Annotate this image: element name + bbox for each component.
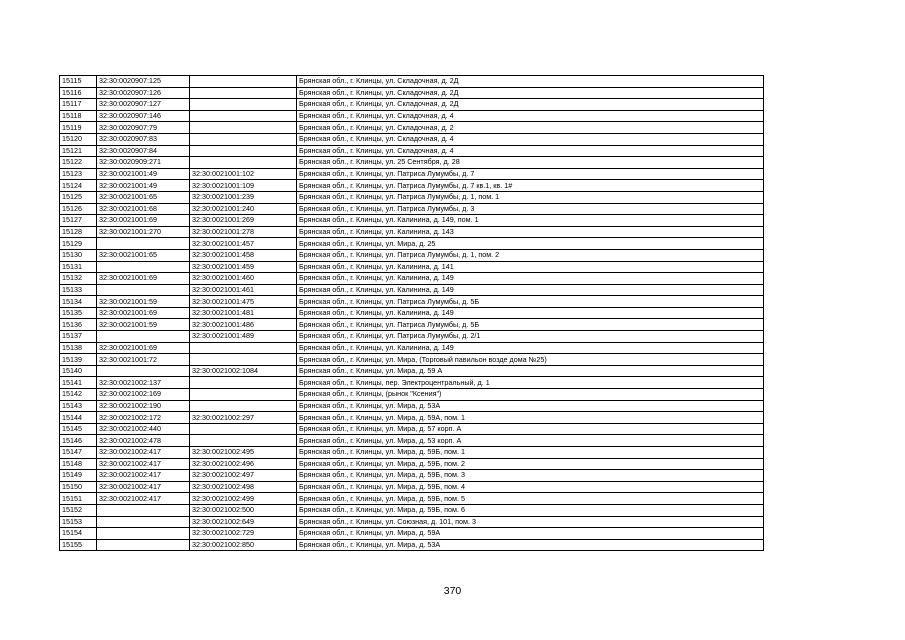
row-number-cell: 15146: [60, 435, 97, 447]
address-cell: Брянская обл., г. Клинцы, ул. Складочная, д. 2Д: [297, 76, 764, 88]
address-cell: Брянская обл., г. Клинцы, пер. Электроцентральный, д. 1: [297, 377, 764, 389]
table-row: [60, 516, 764, 528]
address-cell: Брянская обл., г. Клинцы, ул. Калинина, д. 143: [297, 226, 764, 238]
object-cadastral-number-cell: [190, 133, 297, 145]
cadastral-number-cell: 32:30:0021002:417: [97, 447, 190, 459]
address-cell: Брянская обл., г. Клинцы, ул. Патриса Лумумбы, д. 7 кв.1, кв. 1#: [297, 180, 764, 192]
row-number-cell: 15132: [60, 273, 97, 285]
address-cell: Брянская обл., г. Клинцы, ул. Мира, д. 59Б, пом. 4: [297, 481, 764, 493]
cadastral-number-cell: 32:30:0021001:72: [97, 354, 190, 366]
object-cadastral-number-cell: 32:30:0021001:278: [190, 226, 297, 238]
object-cadastral-number-cell: [190, 354, 297, 366]
cadastral-number-cell: [97, 284, 190, 296]
row-number-cell: 15136: [60, 319, 97, 331]
cadastral-number-cell: [97, 516, 190, 528]
table-row: [60, 493, 764, 505]
object-cadastral-number-cell: 32:30:0021002:729: [190, 528, 297, 540]
row-number-cell: 15116: [60, 87, 97, 99]
cadastral-number-cell: 32:30:0021002:440: [97, 423, 190, 435]
address-cell: Брянская обл., г. Клинцы, ул. Мира, д. 59А: [297, 528, 764, 540]
table-row: [60, 249, 764, 261]
row-number-cell: 15134: [60, 296, 97, 308]
cadastral-number-cell: [97, 365, 190, 377]
object-cadastral-number-cell: 32:30:0021002:297: [190, 412, 297, 424]
object-cadastral-number-cell: 32:30:0021001:461: [190, 284, 297, 296]
row-number-cell: 15121: [60, 145, 97, 157]
object-cadastral-number-cell: 32:30:0021001:239: [190, 191, 297, 203]
row-number-cell: 15152: [60, 504, 97, 516]
address-cell: Брянская обл., г. Клинцы, ул. Мира, д. 59Б, пом. 3: [297, 470, 764, 482]
table-row: [60, 203, 764, 215]
row-number-cell: 15123: [60, 168, 97, 180]
row-number-cell: 15154: [60, 528, 97, 540]
object-cadastral-number-cell: 32:30:0021001:486: [190, 319, 297, 331]
object-cadastral-number-cell: 32:30:0021001:489: [190, 331, 297, 343]
address-cell: Брянская обл., г. Клинцы, ул. Союзная, д. 101, пом. 3: [297, 516, 764, 528]
object-cadastral-number-cell: [190, 99, 297, 111]
cadastral-number-cell: 32:30:0020907:146: [97, 110, 190, 122]
cadastral-number-cell: 32:30:0021001:69: [97, 273, 190, 285]
table-row: [60, 307, 764, 319]
registry-table: [59, 75, 764, 551]
object-cadastral-number-cell: 32:30:0021001:481: [190, 307, 297, 319]
table-row: [60, 447, 764, 459]
cadastral-number-cell: 32:30:0021001:49: [97, 180, 190, 192]
address-cell: Брянская обл., г. Клинцы, ул. Мира, д. 59Б, пом. 2: [297, 458, 764, 470]
table-row: [60, 319, 764, 331]
cadastral-number-cell: 32:30:0021002:417: [97, 493, 190, 505]
object-cadastral-number-cell: 32:30:0021002:649: [190, 516, 297, 528]
address-cell: Брянская обл., г. Клинцы, ул. Калинина, д. 149: [297, 342, 764, 354]
cadastral-number-cell: [97, 504, 190, 516]
address-cell: Брянская обл., г. Клинцы, ул. Складочная, д. 2: [297, 122, 764, 134]
address-cell: Брянская обл., г. Клинцы, ул. 25 Сентября, д. 28: [297, 157, 764, 169]
table-row: [60, 481, 764, 493]
table-row: [60, 238, 764, 250]
cadastral-number-cell: [97, 528, 190, 540]
object-cadastral-number-cell: 32:30:0021002:495: [190, 447, 297, 459]
object-cadastral-number-cell: 32:30:0021002:850: [190, 539, 297, 551]
table-row: [60, 76, 764, 88]
object-cadastral-number-cell: 32:30:0021001:240: [190, 203, 297, 215]
object-cadastral-number-cell: 32:30:0021001:475: [190, 296, 297, 308]
table-row: [60, 122, 764, 134]
row-number-cell: 15144: [60, 412, 97, 424]
table-row: [60, 354, 764, 366]
address-cell: Брянская обл., г. Клинцы, ул. Патриса Лумумбы, д. 1, пом. 1: [297, 191, 764, 203]
table-row: [60, 296, 764, 308]
table-row: [60, 412, 764, 424]
object-cadastral-number-cell: 32:30:0021002:1084: [190, 365, 297, 377]
table-row: [60, 423, 764, 435]
table-row: [60, 180, 764, 192]
address-cell: Брянская обл., г. Клинцы, ул. Калинина, д. 149: [297, 307, 764, 319]
cadastral-number-cell: 32:30:0021001:59: [97, 319, 190, 331]
object-cadastral-number-cell: 32:30:0021001:109: [190, 180, 297, 192]
cadastral-number-cell: 32:30:0020907:126: [97, 87, 190, 99]
object-cadastral-number-cell: [190, 76, 297, 88]
row-number-cell: 15141: [60, 377, 97, 389]
table-row: [60, 435, 764, 447]
object-cadastral-number-cell: 32:30:0021002:498: [190, 481, 297, 493]
address-cell: Брянская обл., г. Клинцы, ул. Мира, д. 53А: [297, 400, 764, 412]
table-row: [60, 87, 764, 99]
cadastral-number-cell: 32:30:0021001:49: [97, 168, 190, 180]
cadastral-number-cell: 32:30:0020907:84: [97, 145, 190, 157]
cadastral-number-cell: 32:30:0021002:417: [97, 470, 190, 482]
address-cell: Брянская обл., г. Клинцы, ул. Калинина, д. 141: [297, 261, 764, 273]
object-cadastral-number-cell: [190, 389, 297, 401]
table-row: [60, 226, 764, 238]
cadastral-number-cell: 32:30:0021002:417: [97, 481, 190, 493]
address-cell: Брянская обл., г. Клинцы, ул. Патриса Лумумбы, д. 3: [297, 203, 764, 215]
row-number-cell: 15125: [60, 191, 97, 203]
table-row: [60, 110, 764, 122]
address-cell: Брянская обл., г. Клинцы, ул. Мира, (Торговый павильон возде дома №25): [297, 354, 764, 366]
row-number-cell: 15115: [60, 76, 97, 88]
table-row: [60, 377, 764, 389]
table-row: [60, 504, 764, 516]
table-row: [60, 284, 764, 296]
row-number-cell: 15120: [60, 133, 97, 145]
page-number: 370: [443, 585, 462, 597]
row-number-cell: 15124: [60, 180, 97, 192]
address-cell: Брянская обл., г. Клинцы, ул. Мира, д. 57 корп. А: [297, 423, 764, 435]
cadastral-number-cell: 32:30:0021001:59: [97, 296, 190, 308]
row-number-cell: 15122: [60, 157, 97, 169]
cadastral-number-cell: 32:30:0021002:190: [97, 400, 190, 412]
object-cadastral-number-cell: 32:30:0021001:460: [190, 273, 297, 285]
table-row: [60, 168, 764, 180]
row-number-cell: 15126: [60, 203, 97, 215]
row-number-cell: 15118: [60, 110, 97, 122]
row-number-cell: 15155: [60, 539, 97, 551]
table-row: [60, 215, 764, 227]
object-cadastral-number-cell: [190, 423, 297, 435]
cadastral-number-cell: 32:30:0021002:172: [97, 412, 190, 424]
row-number-cell: 15117: [60, 99, 97, 111]
object-cadastral-number-cell: 32:30:0021002:499: [190, 493, 297, 505]
cadastral-number-cell: [97, 539, 190, 551]
object-cadastral-number-cell: [190, 145, 297, 157]
object-cadastral-number-cell: [190, 157, 297, 169]
object-cadastral-number-cell: [190, 377, 297, 389]
table-row: [60, 191, 764, 203]
table-row: [60, 157, 764, 169]
object-cadastral-number-cell: 32:30:0021001:269: [190, 215, 297, 227]
table-row: [60, 528, 764, 540]
cadastral-number-cell: [97, 238, 190, 250]
cadastral-number-cell: 32:30:0020909:271: [97, 157, 190, 169]
address-cell: Брянская обл., г. Клинцы, ул. Мира, д. 59 А: [297, 365, 764, 377]
object-cadastral-number-cell: 32:30:0021001:458: [190, 249, 297, 261]
object-cadastral-number-cell: [190, 122, 297, 134]
object-cadastral-number-cell: 32:30:0021002:496: [190, 458, 297, 470]
cadastral-number-cell: 32:30:0020907:127: [97, 99, 190, 111]
row-number-cell: 15142: [60, 389, 97, 401]
cadastral-number-cell: 32:30:0021001:69: [97, 307, 190, 319]
address-cell: Брянская обл., г. Клинцы, ул. Складочная, д. 2Д: [297, 87, 764, 99]
row-number-cell: 15143: [60, 400, 97, 412]
cadastral-number-cell: 32:30:0020907:83: [97, 133, 190, 145]
table-row: [60, 539, 764, 551]
cadastral-number-cell: 32:30:0020907:79: [97, 122, 190, 134]
row-number-cell: 15150: [60, 481, 97, 493]
table-row: [60, 400, 764, 412]
cadastral-number-cell: 32:30:0020907:125: [97, 76, 190, 88]
address-cell: Брянская обл., г. Клинцы, ул. Калинина, д. 149: [297, 284, 764, 296]
address-cell: Брянская обл., г. Клинцы, ул. Патриса Лумумбы, д. 7: [297, 168, 764, 180]
object-cadastral-number-cell: [190, 435, 297, 447]
address-cell: Брянская обл., г. Клинцы, ул. Складочная, д. 2Д: [297, 99, 764, 111]
object-cadastral-number-cell: [190, 87, 297, 99]
object-cadastral-number-cell: 32:30:0021001:459: [190, 261, 297, 273]
cadastral-number-cell: [97, 261, 190, 273]
address-cell: Брянская обл., г. Клинцы, ул. Патриса Лумумбы, д. 2/1: [297, 331, 764, 343]
cadastral-number-cell: 32:30:0021001:65: [97, 191, 190, 203]
address-cell: Брянская обл., г. Клинцы, ул. Мира, д. 59Б, пом. 5: [297, 493, 764, 505]
row-number-cell: 15133: [60, 284, 97, 296]
address-cell: Брянская обл., г. Клинцы, ул. Патриса Лумумбы, д. 1, пом. 2: [297, 249, 764, 261]
cadastral-number-cell: 32:30:0021002:417: [97, 458, 190, 470]
address-cell: Брянская обл., г. Клинцы, ул. Мира, д. 53 корп. А: [297, 435, 764, 447]
row-number-cell: 15128: [60, 226, 97, 238]
address-cell: Брянская обл., г. Клинцы, ул. Мира, д. 59Б, пом. 6: [297, 504, 764, 516]
address-cell: Брянская обл., г. Клинцы, ул. Калинина, д. 149, пом. 1: [297, 215, 764, 227]
row-number-cell: 15130: [60, 249, 97, 261]
row-number-cell: 15131: [60, 261, 97, 273]
cadastral-number-cell: [97, 331, 190, 343]
cadastral-number-cell: 32:30:0021001:68: [97, 203, 190, 215]
object-cadastral-number-cell: [190, 342, 297, 354]
cadastral-number-cell: 32:30:0021002:478: [97, 435, 190, 447]
table-row: [60, 99, 764, 111]
cadastral-number-cell: 32:30:0021001:65: [97, 249, 190, 261]
row-number-cell: 15135: [60, 307, 97, 319]
address-cell: Брянская обл., г. Клинцы, ул. Патриса Лумумбы, д. 5Б: [297, 296, 764, 308]
object-cadastral-number-cell: 32:30:0021001:457: [190, 238, 297, 250]
row-number-cell: 15137: [60, 331, 97, 343]
row-number-cell: 15119: [60, 122, 97, 134]
row-number-cell: 15153: [60, 516, 97, 528]
address-cell: Брянская обл., г. Клинцы, ул. Мира, д. 59Б, пом. 1: [297, 447, 764, 459]
cadastral-number-cell: 32:30:0021001:270: [97, 226, 190, 238]
cadastral-number-cell: 32:30:0021002:137: [97, 377, 190, 389]
table-row: [60, 331, 764, 343]
row-number-cell: 15127: [60, 215, 97, 227]
row-number-cell: 15151: [60, 493, 97, 505]
row-number-cell: 15140: [60, 365, 97, 377]
address-cell: Брянская обл., г. Клинцы, ул. Складочная, д. 4: [297, 145, 764, 157]
row-number-cell: 15149: [60, 470, 97, 482]
table-row: [60, 261, 764, 273]
table-row: [60, 342, 764, 354]
address-cell: Брянская обл., г. Клинцы, ул. Складочная, д. 4: [297, 110, 764, 122]
address-cell: Брянская обл., г. Клинцы, ул. Складочная, д. 4: [297, 133, 764, 145]
address-cell: Брянская обл., г. Клинцы, ул. Мира, д. 59А, пом. 1: [297, 412, 764, 424]
object-cadastral-number-cell: 32:30:0021002:497: [190, 470, 297, 482]
object-cadastral-number-cell: 32:30:0021002:500: [190, 504, 297, 516]
object-cadastral-number-cell: [190, 400, 297, 412]
cadastral-number-cell: 32:30:0021001:69: [97, 342, 190, 354]
row-number-cell: 15145: [60, 423, 97, 435]
table-row: [60, 389, 764, 401]
cadastral-number-cell: 32:30:0021002:169: [97, 389, 190, 401]
table-row: [60, 470, 764, 482]
address-cell: Брянская обл., г. Клинцы, ул. Патриса Лумумбы, д. 5Б: [297, 319, 764, 331]
table-row: [60, 133, 764, 145]
row-number-cell: 15138: [60, 342, 97, 354]
address-cell: Брянская обл., г. Клинцы, ул. Мира, д. 25: [297, 238, 764, 250]
address-cell: Брянская обл., г. Клинцы, ул. Калинина, д. 149: [297, 273, 764, 285]
table-row: [60, 458, 764, 470]
table-row: [60, 365, 764, 377]
row-number-cell: 15129: [60, 238, 97, 250]
table-row: [60, 145, 764, 157]
address-cell: Брянская обл., г. Клинцы, ул. Мира, д. 53А: [297, 539, 764, 551]
row-number-cell: 15139: [60, 354, 97, 366]
object-cadastral-number-cell: 32:30:0021001:102: [190, 168, 297, 180]
object-cadastral-number-cell: [190, 110, 297, 122]
address-cell: Брянская обл., г. Клинцы, (рынок "Ксения"): [297, 389, 764, 401]
table-row: [60, 273, 764, 285]
row-number-cell: 15148: [60, 458, 97, 470]
cadastral-number-cell: 32:30:0021001:69: [97, 215, 190, 227]
row-number-cell: 15147: [60, 447, 97, 459]
registry-table-body: [60, 76, 764, 551]
